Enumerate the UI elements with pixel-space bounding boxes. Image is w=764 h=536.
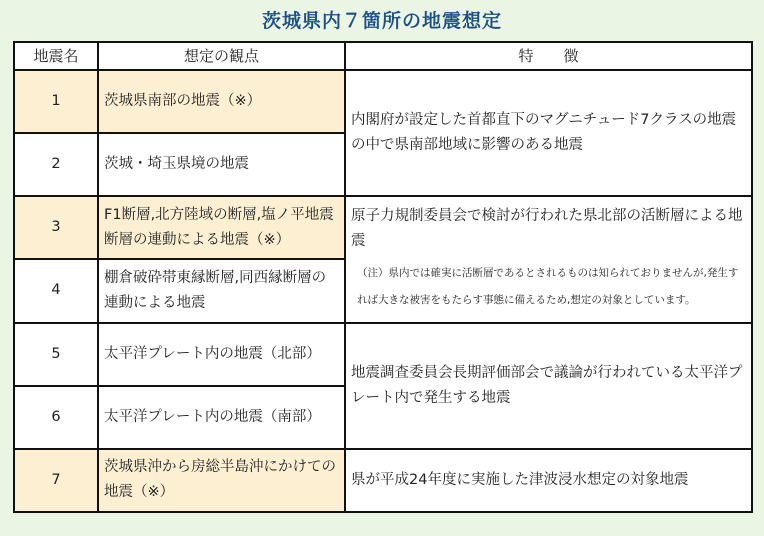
row-number: 3: [14, 196, 98, 259]
feature-cell: [345, 323, 752, 449]
row-number: 1: [14, 70, 98, 133]
row-name: 茨城県南部の地震（※）: [98, 70, 345, 133]
feature-text: 内閣府が設定した首都直下のマグニチュード7クラスの地震の中で県南部地域に影響のある地震: [351, 112, 737, 154]
row-name: F1断層,北方陸域の断層,塩ノ平地震断層の連動による地震（※）: [98, 196, 345, 259]
feature-cell: [345, 449, 752, 512]
row-number: 4: [14, 259, 98, 322]
header-viewpoint: 想定の観点: [98, 42, 345, 70]
feature-text: 地震調査委員会長期評価部会で議論が行われている太平洋プレート内で発生する地震: [351, 364, 743, 406]
row-name: 茨城・埼玉県境の地震: [98, 133, 345, 196]
row-name: 太平洋プレート内の地震（北部）: [98, 323, 345, 386]
feature-cell: [345, 196, 752, 322]
header-features: 特 徴: [345, 42, 752, 70]
feature-text: 原子力規制委員会で検討が行われた県北部の活断層による地震: [351, 208, 743, 250]
header-row: [14, 42, 752, 70]
table-row: [14, 323, 752, 386]
row-number: 2: [14, 133, 98, 196]
header-earthquake-name: 地震名: [14, 42, 98, 70]
row-name: 茨城県沖から房総半島沖にかけての地震（※）: [98, 449, 345, 512]
feature-cell: [345, 70, 752, 196]
table-row: [14, 70, 752, 133]
feature-note: （注）県内では確実に活断層であるとされるものは知られておりませんが,発生すれば大きな被害をもたらす事態に備えるため,想定の対象としています。: [357, 267, 739, 307]
page-title: 茨城県内７箇所の地震想定: [261, 10, 502, 32]
row-number: 7: [14, 449, 98, 512]
feature-text: 県が平成24年度に実施した津波浸水想定の対象地震: [351, 471, 689, 488]
table-row: [14, 196, 752, 259]
table-row: [14, 449, 752, 512]
row-name: 棚倉破砕帯東縁断層,同西縁断層の連動による地震: [98, 259, 345, 322]
row-name: 太平洋プレート内の地震（南部）: [98, 386, 345, 449]
row-number: 5: [14, 323, 98, 386]
row-number: 6: [14, 386, 98, 449]
earthquake-table: [13, 41, 753, 513]
